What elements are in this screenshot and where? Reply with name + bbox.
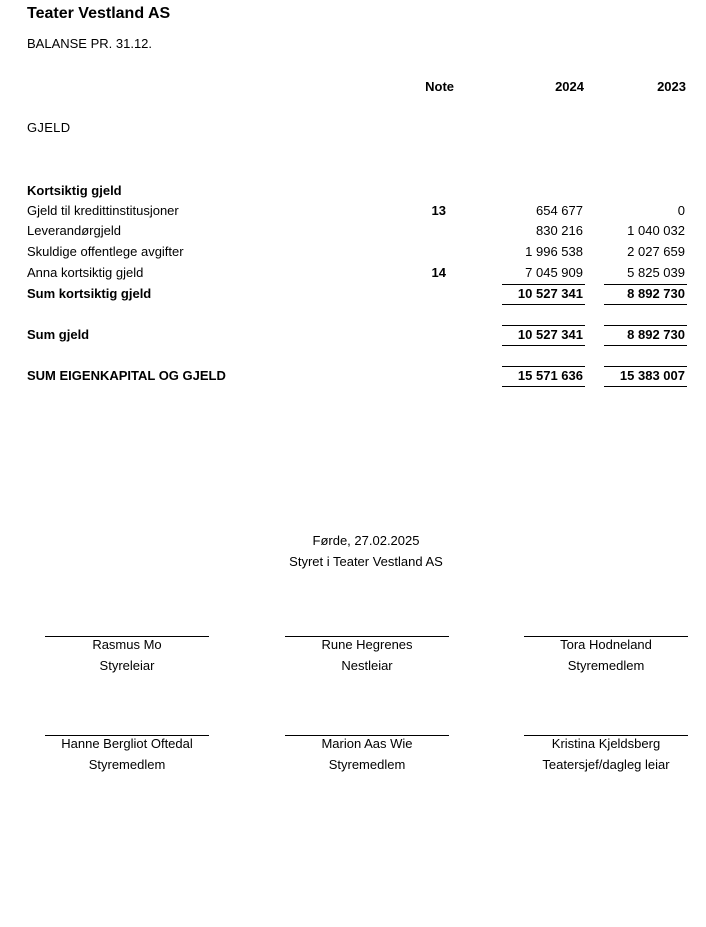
total-bottom-rule bbox=[502, 386, 585, 387]
total-top-rule bbox=[502, 366, 585, 367]
company-name: Teater Vestland AS bbox=[27, 5, 171, 22]
row-value-2023: 8 892 730 bbox=[627, 327, 685, 342]
signatory-role: Styremedlem bbox=[88, 757, 166, 772]
signature-block bbox=[45, 636, 209, 674]
row-value-2024: 15 571 636 bbox=[517, 368, 583, 383]
total-bottom-rule bbox=[604, 386, 687, 387]
sum-top-rule bbox=[604, 325, 687, 326]
row-label: Sum kortsiktig gjeld bbox=[27, 286, 152, 301]
total-top-rule bbox=[604, 366, 687, 367]
row-note: 14 bbox=[431, 265, 446, 280]
signature-block bbox=[285, 636, 449, 674]
signatory-role: Styreleiar bbox=[99, 658, 155, 673]
signatory-role: Styremedlem bbox=[328, 757, 406, 772]
row-value-2023: 0 bbox=[677, 203, 685, 218]
sum-top-rule bbox=[502, 284, 585, 285]
sum-bottom-rule bbox=[502, 345, 585, 346]
row-label: Gjeld til kredittinstitusjoner bbox=[27, 203, 179, 218]
signatory-name: Hanne Bergliot Oftedal bbox=[61, 736, 193, 751]
sum-bottom-rule bbox=[502, 304, 585, 305]
signature-block bbox=[524, 636, 688, 674]
table-row bbox=[0, 203, 706, 223]
signatory-name: Rasmus Mo bbox=[92, 637, 162, 652]
sum-short-term-row bbox=[0, 286, 706, 306]
row-value-2024: 830 216 bbox=[536, 223, 583, 238]
sum-bottom-rule bbox=[604, 345, 687, 346]
row-value-2023: 2 027 659 bbox=[627, 244, 685, 259]
row-label: Anna kortsiktig gjeld bbox=[27, 265, 144, 280]
row-value-2024: 10 527 341 bbox=[517, 327, 583, 342]
row-label: Leverandørgjeld bbox=[27, 223, 121, 238]
report-subtitle: BALANSE PR. 31.12. bbox=[27, 36, 153, 51]
table-row bbox=[0, 223, 706, 243]
column-header-note: Note bbox=[425, 79, 454, 94]
row-value-2024: 7 045 909 bbox=[525, 265, 583, 280]
sum-top-rule bbox=[502, 325, 585, 326]
place-date: Førde, 27.02.2025 bbox=[312, 533, 420, 548]
sum-top-rule bbox=[604, 284, 687, 285]
table-row bbox=[0, 265, 706, 285]
signatory-name: Tora Hodneland bbox=[560, 637, 652, 652]
row-value-2024: 10 527 341 bbox=[517, 286, 583, 301]
total-row bbox=[0, 368, 706, 388]
signatory-name: Rune Hegrenes bbox=[321, 637, 413, 652]
table-row bbox=[0, 244, 706, 264]
board-title: Styret i Teater Vestland AS bbox=[289, 554, 443, 569]
sum-debt-row bbox=[0, 327, 706, 347]
row-value-2024: 654 677 bbox=[536, 203, 583, 218]
signature-block bbox=[45, 735, 209, 773]
signatory-name: Marion Aas Wie bbox=[321, 736, 413, 751]
row-note: 13 bbox=[431, 203, 446, 218]
row-label: Sum gjeld bbox=[27, 327, 90, 342]
signatory-role: Teatersjef/dagleg leiar bbox=[542, 757, 670, 772]
signatory-name: Kristina Kjeldsberg bbox=[551, 736, 661, 751]
signature-block bbox=[524, 735, 688, 773]
row-value-2023: 5 825 039 bbox=[627, 265, 685, 280]
signatory-role: Nestleiar bbox=[341, 658, 393, 673]
signature-block bbox=[285, 735, 449, 773]
row-label: SUM EIGENKAPITAL OG GJELD bbox=[27, 368, 226, 383]
row-value-2023: 8 892 730 bbox=[627, 286, 685, 301]
column-header-2024: 2024 bbox=[555, 79, 584, 94]
signatory-role: Styremedlem bbox=[567, 658, 645, 673]
column-header-2023: 2023 bbox=[657, 79, 686, 94]
row-label: Skuldige offentlege avgifter bbox=[27, 244, 184, 259]
sum-bottom-rule bbox=[604, 304, 687, 305]
section-title: GJELD bbox=[27, 120, 71, 135]
row-value-2023: 15 383 007 bbox=[619, 368, 685, 383]
row-value-2024: 1 996 538 bbox=[525, 244, 583, 259]
row-value-2023: 1 040 032 bbox=[627, 223, 685, 238]
group-title: Kortsiktig gjeld bbox=[27, 183, 122, 198]
